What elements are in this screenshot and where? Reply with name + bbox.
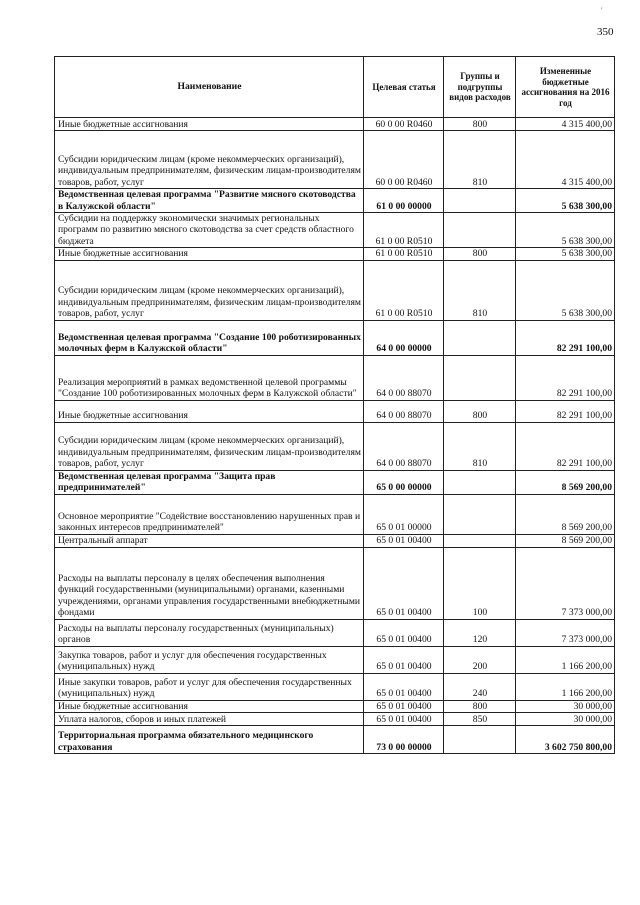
row-amount: 1 166 200,00 (516, 646, 615, 673)
row-target-code: 73 0 00 00000 (364, 726, 444, 754)
table-row (55, 320, 615, 355)
table-row (55, 213, 615, 248)
row-amount: 5 638 300,00 (516, 189, 615, 213)
row-target-code: 65 0 01 00400 (364, 713, 444, 726)
table-body (55, 118, 615, 754)
row-target-code: 64 0 00 88070 (364, 400, 444, 422)
row-name: Иные бюджетные ассигнования (55, 700, 364, 712)
row-expense-group (444, 470, 516, 494)
table-row (55, 248, 615, 260)
table-row (55, 673, 615, 700)
row-target-code: 61 0 00 R0510 (364, 260, 444, 320)
table-row (55, 547, 615, 619)
row-target-code: 61 0 00 00000 (364, 189, 444, 213)
row-name: Субсидии юридическим лицам (кроме некоммерческих организаций), индивидуальным предпринимателям, физическим лицам-производителям товаров, работ, услуг (55, 422, 364, 470)
row-amount: 82 291 100,00 (516, 355, 615, 400)
table-row (55, 726, 615, 754)
row-target-code: 60 0 00 R0460 (364, 131, 444, 189)
scan-mark: ' (601, 6, 603, 15)
row-expense-group (444, 213, 516, 248)
row-name: Расходы на выплаты персоналу государственных (муниципальных) органов (55, 619, 364, 646)
row-expense-group (444, 726, 516, 754)
row-expense-group: 800 (444, 700, 516, 712)
header-groups: Группы и подгруппы видов расходов (444, 57, 516, 118)
header-amount: Измененные бюджетные ассигнования на 2016 год (516, 57, 615, 118)
table-row (55, 422, 615, 470)
row-amount: 3 602 750 800,00 (516, 726, 615, 754)
row-target-code: 60 0 00 R0460 (364, 118, 444, 131)
row-name: Субсидии на поддержку экономически значимых региональных программ по развитию мясного скотоводства за счет средств областного бюджета (55, 213, 364, 248)
page-number: 350 (597, 26, 614, 38)
table-header-row (55, 57, 615, 118)
row-name: Реализация мероприятий в рамках ведомственной целевой программы "Создание 100 роботизированных молочных ферм в Калужской области" (55, 355, 364, 400)
row-name: Расходы на выплаты персоналу в целях обеспечения выполнения функций государственными (муниципальными) органами, казенными учреждениями, органами управления государственными внебюджетными фондами (55, 547, 364, 619)
row-target-code: 64 0 00 00000 (364, 320, 444, 355)
row-target-code: 61 0 00 R0510 (364, 248, 444, 260)
row-expense-group: 800 (444, 118, 516, 131)
table-row (55, 400, 615, 422)
row-amount: 1 166 200,00 (516, 673, 615, 700)
row-name: Субсидии юридическим лицам (кроме некоммерческих организаций), индивидуальным предпринимателям, физическим лицам-производителям товаров, работ, услуг (55, 260, 364, 320)
row-expense-group (444, 355, 516, 400)
row-expense-group (444, 494, 516, 534)
row-expense-group (444, 320, 516, 355)
row-amount: 5 638 300,00 (516, 248, 615, 260)
row-name: Ведомственная целевая программа "Создание 100 роботизированных молочных ферм в Калужской области" (55, 320, 364, 355)
row-target-code: 65 0 01 00400 (364, 547, 444, 619)
row-expense-group (444, 189, 516, 213)
row-expense-group: 100 (444, 547, 516, 619)
row-expense-group: 240 (444, 673, 516, 700)
row-name: Иные бюджетные ассигнования (55, 248, 364, 260)
table-row (55, 118, 615, 131)
row-amount: 82 291 100,00 (516, 320, 615, 355)
row-target-code: 65 0 01 00400 (364, 673, 444, 700)
row-expense-group: 800 (444, 248, 516, 260)
row-amount: 5 638 300,00 (516, 213, 615, 248)
table-row (55, 260, 615, 320)
row-name: Иные закупки товаров, работ и услуг для обеспечения государственных (муниципальных) нужд (55, 673, 364, 700)
row-amount: 30 000,00 (516, 700, 615, 712)
row-expense-group: 120 (444, 619, 516, 646)
row-amount: 82 291 100,00 (516, 422, 615, 470)
table-row (55, 534, 615, 547)
row-target-code: 65 0 01 00400 (364, 646, 444, 673)
table-row (55, 494, 615, 534)
row-target-code: 65 0 01 00000 (364, 494, 444, 534)
row-expense-group: 850 (444, 713, 516, 726)
row-amount: 8 569 200,00 (516, 470, 615, 494)
row-name: Закупка товаров, работ и услуг для обеспечения государственных (муниципальных) нужд (55, 646, 364, 673)
row-name: Уплата налогов, сборов и иных платежей (55, 713, 364, 726)
row-name: Территориальная программа обязательного медицинского страхования (55, 726, 364, 754)
row-name: Центральный аппарат (55, 534, 364, 547)
row-amount: 5 638 300,00 (516, 260, 615, 320)
row-target-code: 65 0 01 00400 (364, 619, 444, 646)
row-target-code: 65 0 01 00400 (364, 534, 444, 547)
row-expense-group: 810 (444, 260, 516, 320)
row-target-code: 64 0 00 88070 (364, 355, 444, 400)
row-expense-group: 200 (444, 646, 516, 673)
row-expense-group: 810 (444, 422, 516, 470)
row-expense-group: 800 (444, 400, 516, 422)
row-name: Иные бюджетные ассигнования (55, 400, 364, 422)
row-name: Основное мероприятие "Содействие восстановлению нарушенных прав и законных интересов предпринимателей" (55, 494, 364, 534)
table-row (55, 470, 615, 494)
budget-table (54, 56, 615, 754)
header-target: Целевая статья (364, 57, 444, 118)
row-target-code: 65 0 00 00000 (364, 470, 444, 494)
row-amount: 8 569 200,00 (516, 534, 615, 547)
row-amount: 8 569 200,00 (516, 494, 615, 534)
table-row (55, 189, 615, 213)
row-expense-group: 810 (444, 131, 516, 189)
row-amount: 4 315 400,00 (516, 131, 615, 189)
row-amount: 4 315 400,00 (516, 118, 615, 131)
table-row (55, 713, 615, 726)
row-target-code: 61 0 00 R0510 (364, 213, 444, 248)
header-name: Наименование (55, 57, 364, 118)
row-amount: 30 000,00 (516, 713, 615, 726)
row-amount: 7 373 000,00 (516, 547, 615, 619)
table-row (55, 619, 615, 646)
row-name: Ведомственная целевая программа "Защита прав предпринимателей" (55, 470, 364, 494)
table-row (55, 131, 615, 189)
row-name: Субсидии юридическим лицам (кроме некоммерческих организаций), индивидуальным предпринимателям, физическим лицам-производителям товаров, работ, услуг (55, 131, 364, 189)
row-amount: 82 291 100,00 (516, 400, 615, 422)
row-target-code: 65 0 01 00400 (364, 700, 444, 712)
row-expense-group (444, 534, 516, 547)
row-target-code: 64 0 00 88070 (364, 422, 444, 470)
table-row (55, 700, 615, 712)
table-row (55, 355, 615, 400)
row-name: Иные бюджетные ассигнования (55, 118, 364, 131)
row-amount: 7 373 000,00 (516, 619, 615, 646)
table-row (55, 646, 615, 673)
row-name: Ведомственная целевая программа "Развитие мясного скотоводства в Калужской области" (55, 189, 364, 213)
